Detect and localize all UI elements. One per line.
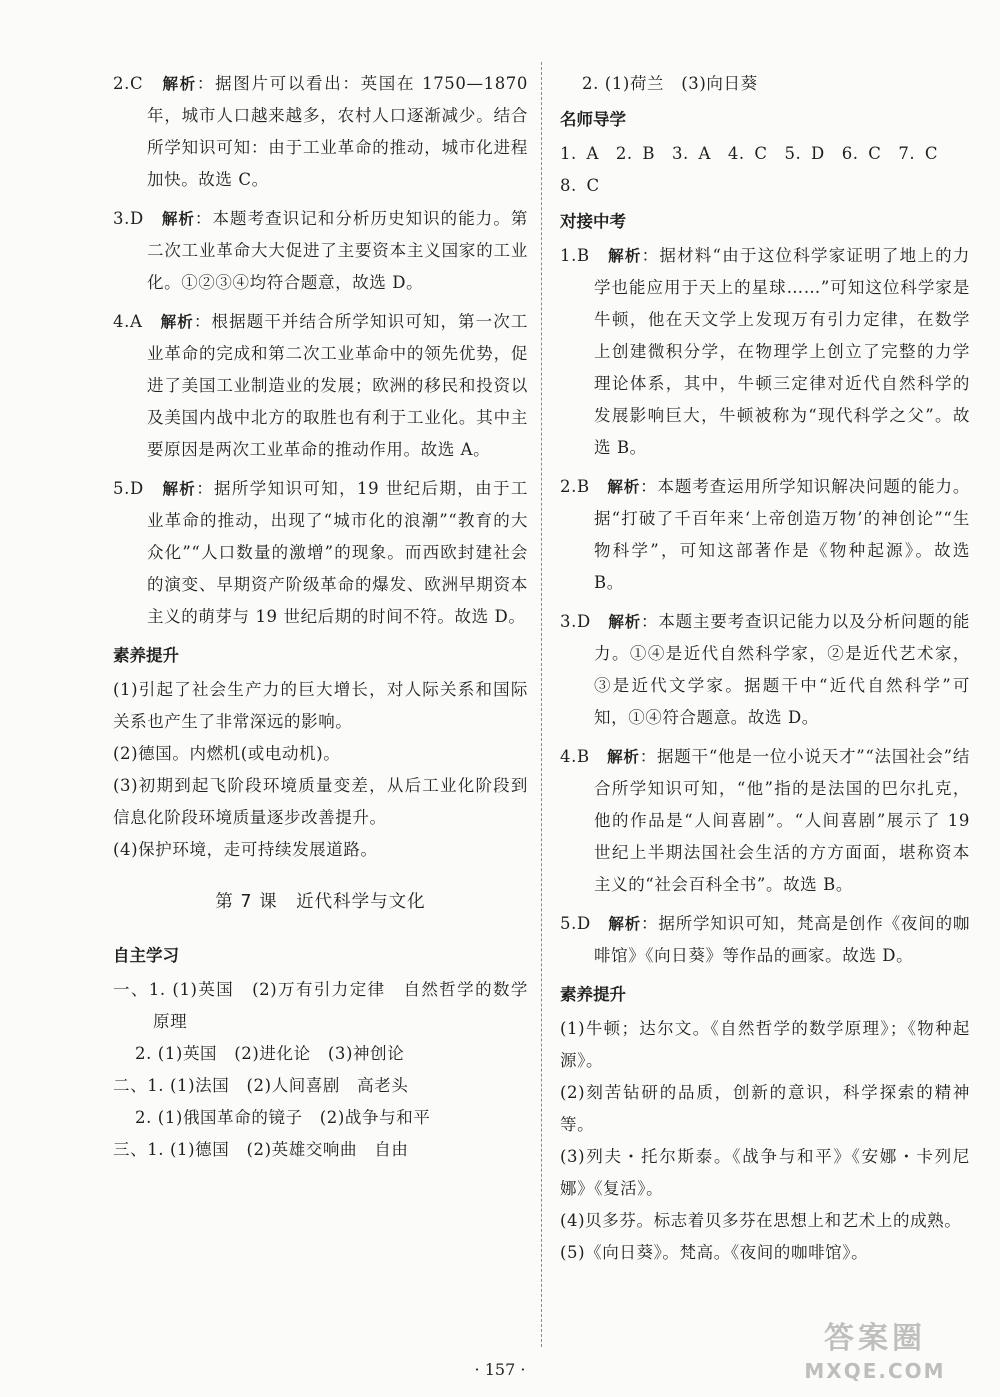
analysis-label: 解析 [608, 613, 642, 631]
left-q5 [113, 473, 528, 633]
analysis-label: 解析 [608, 247, 642, 265]
analysis-label: 解析 [161, 210, 195, 228]
q-number: 4. [113, 312, 130, 331]
right-q3 [560, 606, 970, 734]
left-column [113, 68, 528, 1166]
zizhu-line-5: 三、1. (1)德国 (2)英雄交响曲 自由 [113, 1140, 409, 1159]
q-number: 3. [113, 209, 130, 228]
q-answer: B [576, 477, 590, 496]
q-number: 4. [560, 747, 577, 766]
q-number: 2. [113, 74, 130, 93]
q-number: 1. [560, 246, 577, 265]
analysis-label: 解析 [607, 748, 640, 766]
zizhu-line-4: 2. (1)俄国革命的镜子 (2)战争与和平 [135, 1108, 431, 1127]
analysis-label: 解析 [162, 480, 197, 498]
right-q4 [560, 741, 970, 901]
section-heading-suyang-right: 素养提升 [560, 985, 626, 1004]
suyang-answer-1: (1)引起了社会生产力的巨大增长，对人际关系和国际关系也产生了非常深远的影响。 [113, 680, 528, 731]
zizhu-line-1: 一、1. (1)英国 (2)万有引力定律 自然哲学的数学原理 [113, 980, 528, 1031]
q-number: 5. [560, 914, 577, 933]
zizhu-line-2: 2. (1)英国 (2)进化论 (3)神创论 [135, 1044, 405, 1063]
q-answer: D [576, 914, 591, 933]
left-q3 [113, 203, 528, 299]
column-divider [541, 62, 542, 1347]
left-q4 [113, 306, 528, 466]
suyang-answer-3: (3)初期到起飞阶段环境质量变差，从后工业化阶段到信息化阶段环境质量逐步改善提升。 [113, 776, 528, 827]
q-number: 5. [113, 479, 130, 498]
q-explanation: ：据材料“由于这位科学家证明了地上的力学也能应用于天上的星球……”可知这位科学家是牛顿，他在天文学上发现万有引力定律，在数学上创建微积分学，在物理学上创立了完整的力学理论体系，其中，牛顿三定律对近代自然科学的发展影响巨大，牛顿被称为“现代科学之父”。故选 B。 [594, 246, 970, 457]
right-suyang-4: (4)贝多芬。标志着贝多芬在思想上和艺术上的成熟。 [560, 1211, 962, 1230]
section-heading-suyang: 素养提升 [113, 646, 179, 665]
right-suyang-5: (5)《向日葵》。梵高。《夜间的咖啡馆》。 [560, 1243, 869, 1262]
q-explanation: ：本题考查识记和分析历史知识的能力。第二次工业革命大大促进了主要资本主义国家的工业化。①②③④均符合题意，故选 D。 [147, 209, 528, 292]
q-answer: C [129, 74, 144, 93]
q-number: 3. [560, 612, 577, 631]
q-explanation: ：据题干“他是一位小说天才”“法国社会”结合所学知识可知，“他”指的是法国的巴尔扎克，他的作品是“人间喜剧”。“人间喜剧”展示了 19 世纪上半期法国社会生活的方方面面，堪称资本主义的“社会百科全书”。故选 B。 [594, 747, 970, 894]
q-answer: D [129, 209, 144, 228]
q-answer: D [576, 612, 591, 631]
q-answer: A [129, 312, 143, 331]
section-heading-mingshi: 名师导学 [560, 110, 626, 129]
left-q2 [113, 68, 528, 196]
lesson-title: 第 7 课 近代科学与文化 [215, 892, 426, 912]
q-answer: D [129, 479, 144, 498]
mingshi-answers: 1. A 2. B 3. A 4. C 5. D 6. C 7. C 8. C [560, 144, 955, 195]
right-q1 [560, 240, 970, 464]
right-suyang-2: (2)刻苦钻研的品质，创新的意识，科学探索的精神等。 [560, 1083, 970, 1134]
q-explanation: ：据所学知识可知，19 世纪后期，由于工业革命的推动，出现了“城市化的浪潮”“教育的大众化”“人口数量的激增”的现象。而西欧封建社会的演变、早期资产阶级革命的爆发、欧洲早期资本主义的萌芽与 19 世纪后期的时间不符。故选 D。 [147, 479, 528, 626]
right-top-line: 2. (1)荷兰 (3)向日葵 [582, 74, 758, 93]
q-explanation: ：据图片可以看出：英国在 1750—1870 年，城市人口越来越多，农村人口逐渐减少。结合所学知识可知：由于工业革命的推动，城市化进程加快。故选 C。 [147, 74, 528, 189]
analysis-label: 解析 [162, 75, 197, 93]
section-heading-zizhu: 自主学习 [113, 946, 179, 965]
right-suyang-3: (3)列夫・托尔斯泰。《战争与和平》《安娜・卡列尼娜》《复活》。 [560, 1147, 970, 1198]
section-heading-duijie: 对接中考 [560, 212, 626, 231]
watermark-text: 答案圈 [824, 1321, 926, 1356]
q-explanation: ：据所学知识可知，梵高是创作《夜间的咖啡馆》《向日葵》等作品的画家。故选 D。 [594, 914, 970, 965]
q-number: 2. [560, 477, 577, 496]
right-q5 [560, 908, 970, 972]
suyang-answer-4: (4)保护环境，走可持续发展道路。 [113, 840, 378, 859]
q-answer: B [576, 747, 590, 766]
q-explanation: ：本题考查运用所学知识解决问题的能力。据“打破了千百年来‘上帝创造万物’的神创论”“生物科学”，可知这部著作是《物种起源》。故选 B。 [594, 477, 970, 592]
analysis-label: 解析 [607, 478, 641, 496]
right-q2 [560, 471, 970, 599]
suyang-answer-2: (2)德国。内燃机(或电动机)。 [113, 744, 341, 763]
watermark-logo [780, 1319, 970, 1389]
q-answer: B [576, 246, 590, 265]
page-number: · 157 · [474, 1360, 526, 1379]
zizhu-line-3: 二、1. (1)法国 (2)人间喜剧 高老头 [113, 1076, 409, 1095]
analysis-label: 解析 [160, 313, 194, 331]
watermark-url: MXQE.COM [804, 1359, 946, 1383]
q-explanation: ：本题主要考查识记能力以及分析问题的能力。①④是近代自然科学家，②是近代艺术家，③是近代文学家。据题干中“近代自然科学”可知，①④符合题意。故选 D。 [594, 612, 970, 727]
q-explanation: ：根据题干并结合所学知识可知，第一次工业革命的完成和第二次工业革命中的领先优势，促进了美国工业制造业的发展；欧洲的移民和投资以及美国内战中北方的取胜也有利于工业化。其中主要原因是两次工业革命的推动作用。故选 A。 [147, 312, 529, 459]
right-suyang-1: (1)牛顿；达尔文。《自然哲学的数学原理》；《物种起源》。 [560, 1019, 970, 1070]
analysis-label: 解析 [608, 915, 642, 933]
right-column [560, 68, 970, 1269]
